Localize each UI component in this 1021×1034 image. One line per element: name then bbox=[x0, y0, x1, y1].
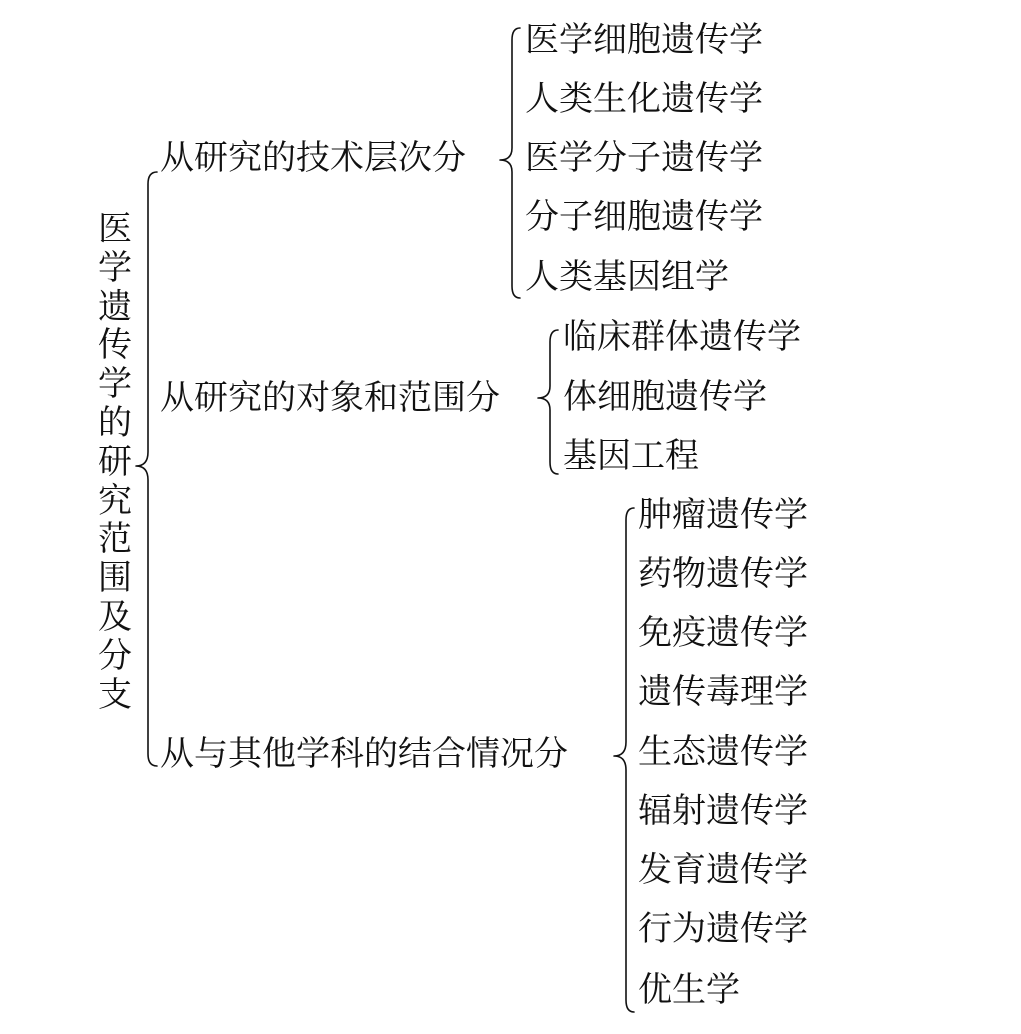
branch-2-label: 从研究的对象和范围分 bbox=[160, 378, 500, 418]
branch-1-item: 人类生化遗传学 bbox=[525, 79, 763, 119]
branch-3-brace bbox=[614, 508, 634, 1012]
branch-3-item: 肿瘤遗传学 bbox=[638, 495, 808, 535]
branch-1-item: 人类基因组学 bbox=[525, 257, 729, 297]
branch-1-item: 医学分子遗传学 bbox=[525, 138, 763, 178]
root-title: 医学遗传学的研究范围及分支 bbox=[98, 209, 132, 715]
branch-3-item: 行为遗传学 bbox=[638, 909, 808, 949]
branch-3-item: 药物遗传学 bbox=[638, 554, 808, 594]
branch-3-item: 遗传毒理学 bbox=[638, 672, 808, 712]
branch-3-item: 发育遗传学 bbox=[638, 850, 808, 890]
branch-2-brace bbox=[538, 330, 558, 474]
branch-3-label: 从与其他学科的结合情况分 bbox=[160, 734, 568, 774]
branch-1-item: 分子细胞遗传学 bbox=[525, 197, 763, 237]
branch-3-item: 生态遗传学 bbox=[638, 732, 808, 772]
branch-3-item: 辐射遗传学 bbox=[638, 791, 808, 831]
root-brace bbox=[136, 172, 157, 766]
branch-2-item: 基因工程 bbox=[563, 436, 699, 476]
branch-1-brace bbox=[500, 28, 520, 298]
branch-3-item: 优生学 bbox=[638, 970, 740, 1010]
branch-2-item: 体细胞遗传学 bbox=[563, 377, 767, 417]
branch-3-item: 免疫遗传学 bbox=[638, 613, 808, 653]
branch-1-item: 医学细胞遗传学 bbox=[525, 20, 763, 60]
branch-2-item: 临床群体遗传学 bbox=[563, 317, 801, 357]
branch-1-label: 从研究的技术层次分 bbox=[160, 138, 466, 178]
